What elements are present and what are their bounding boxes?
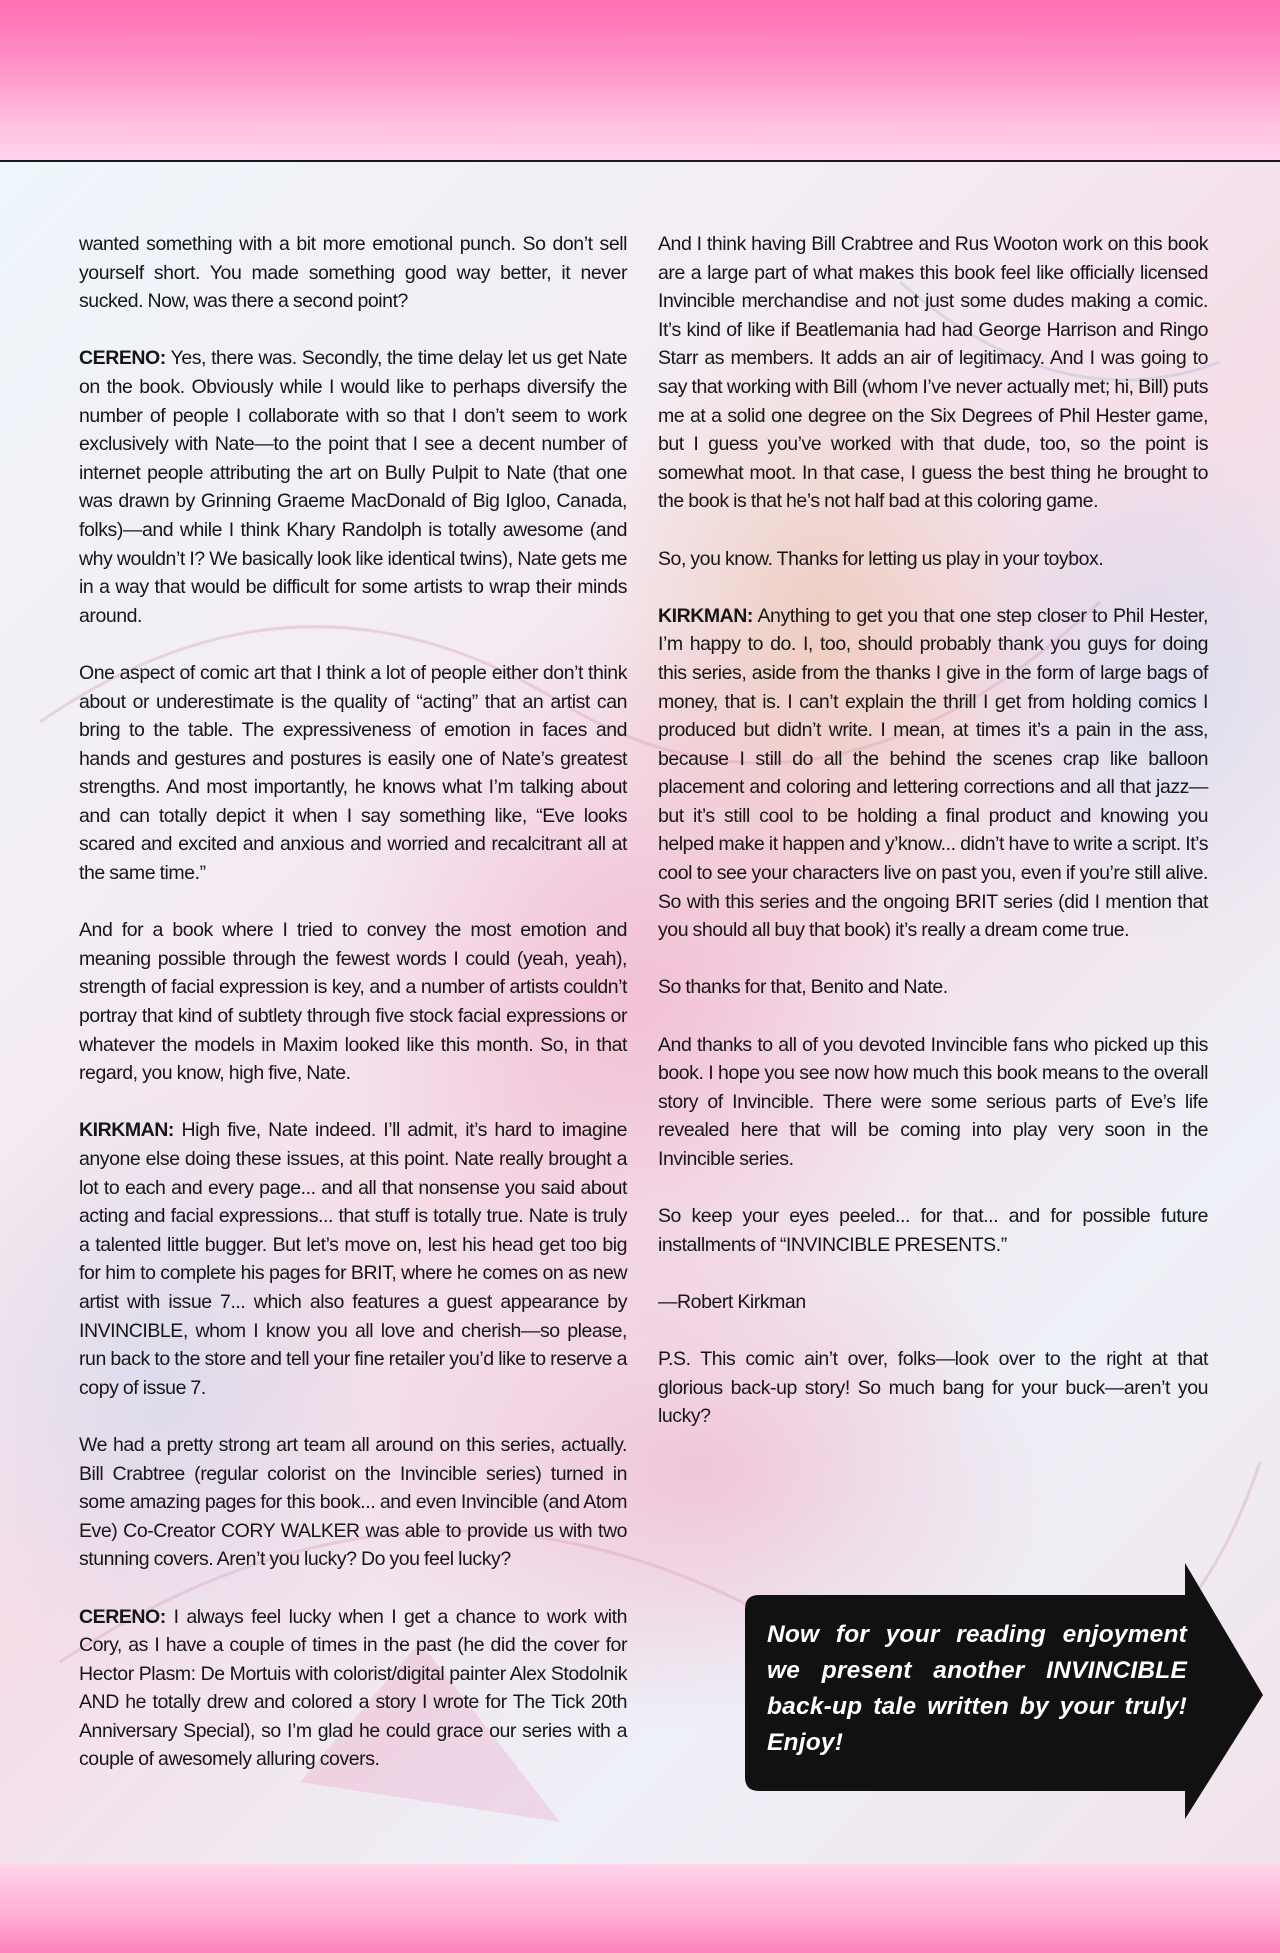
paragraph-text: wanted something with a bit more emotional punch. So don’t sell yourself short. You made something good way better, it never sucked. Now, was there a second point? — [79, 233, 627, 313]
paragraph — [658, 1202, 1208, 1259]
paragraph-text: One aspect of comic art that I think a lot of people either don’t think about or underestimate is the quality of “acting” that an artist can bring to the table. The expressiveness of emotion in faces and hands and gestures and postures is easily one of Nate’s greatest strengths. And most importantly, he knows what I’m talking about and can totally depict it when I say something like, “Eve looks scared and excited and anxious and worried and recalcitrant all at the same time.” — [79, 661, 627, 885]
paragraph-text: And I think having Bill Crabtree and Rus Wooton work on this book are a large part of what makes this book feel like officially licensed Invincible merchandise and not just some dudes making a comic. It’s kind of like if Beatlemania had had George Harrison and Ringo Starr as members. It adds an air of legitimacy. And I was going to say that working with Bill (whom I’ve never actually met; hi, Bill) puts me at a solid one degree on the Six Degrees of Phil Hester game, but I guess you’ve worked with that dude, too, so the point is somewhat moot. In that case, I guess the best thing he brought to the book is that he’s not half bad at this coloring game. — [658, 233, 1208, 513]
right-column — [658, 230, 1208, 1460]
speaker-label: CERENO: — [79, 1605, 166, 1628]
paragraph-text: Anything to get you that one step closer to Phil Hester, I’m happy to do. I, too, should probably thank you guys for doing this series, aside from the thanks I give in the form of large bags of money, that is. I can’t explain the thrill I get from holding comics I produced but didn’t write. I mean, at times it’s a pain in the ass, because I still do all the behind the scenes crap like balloon placement and coloring and lettering corrections and all that jazz—but it’s still cool to be holding a final product and knowing you helped make it happen and y’know... didn’t have to write a script. It’s cool to see your characters live on past you, even if you’re still alive. So with this series and the ongoing BRIT series (did I mention that you should all buy that book) it’s really a dream come true. — [658, 604, 1208, 942]
left-column — [79, 230, 627, 1803]
paragraph-text: We had a pretty strong art team all around on this series, actually. Bill Crabtree (regular colorist on the Invincible series) turned in some amazing pages for this book... and even Invincible (and Atom Eve) Co-Creator CORY WALKER was able to provide us with two stunning covers. Aren’t you lucky? Do you feel lucky? — [79, 1433, 627, 1571]
paragraph-text: So thanks for that, Benito and Nate. — [658, 976, 948, 999]
backup-tale-callout — [745, 1559, 1265, 1823]
paragraph — [658, 1345, 1208, 1431]
paragraph — [79, 1603, 627, 1775]
paragraph-text: And for a book where I tried to convey the most emotion and meaning possible through the fewest words I could (yeah, yeah), strength of facial expression is key, and a number of artists couldn’t portray that kind of subtlety through five stock facial expressions or whatever the models in Maxim looked like this month. So, in that regard, you know, high five, Nate. — [79, 919, 627, 1085]
paragraph — [658, 230, 1208, 516]
signature-text: —Robert Kirkman — [658, 1290, 806, 1313]
article-panel — [0, 160, 1280, 1866]
paragraph — [79, 1431, 627, 1574]
paragraph-text: So, you know. Thanks for letting us play in your toybox. — [658, 547, 1104, 570]
paragraph — [79, 916, 627, 1088]
paragraph — [79, 230, 627, 316]
paragraph — [658, 1031, 1208, 1174]
speaker-label: KIRKMAN: — [79, 1119, 174, 1142]
paragraph — [79, 1116, 627, 1402]
paragraph — [79, 659, 627, 888]
paragraph-text: Yes, there was. Secondly, the time delay let us get Nate on the book. Obviously while I would like to perhaps diversify the number of people I collaborate with so that I don’t seem to work exclusively with Nate—to the point that I see a decent number of internet people attributing the art on Bully Pulpit to Nate (that one was drawn by Grinning Graeme MacDonald of Big Igloo, Canada, folks)—and while I think Khary Randolph is totally awesome (and why wouldn’t I? We basically look like identical twins), Nate gets me in a way that would be difficult for some artists to wrap their minds around. — [79, 347, 627, 627]
speaker-label: CERENO: — [79, 347, 166, 370]
paragraph-text: High five, Nate indeed. I’ll admit, it’s hard to imagine anyone else doing these issues, at this point. Nate really brought a lot to each and every page... and all that nonsense you said about acting and facial expressions... that stuff is totally true. Nate is truly a talented little bugger. But let’s move on, lest his head get too big for him to complete his pages for BRIT, where he comes on as new artist with issue 7... which also features a guest appearance by INVINCIBLE, whom I know you all love and cherish—so please, run back to the store and tell your fine retailer you’d like to reserve a copy of issue 7. — [79, 1119, 628, 1399]
paragraph — [79, 344, 627, 630]
paragraph-text: I always feel lucky when I get a chance to work with Cory, as I have a couple of times in the past (he did the cover for Hector Plasm: De Mortuis with colorist/digital painter Alex Stodolnik AND he totally drew and colored a story I wrote for The Tick 20th Anniversary Special), so I’m glad he could grace our series with a couple of awesomely alluring covers. — [79, 1605, 627, 1771]
paragraph — [658, 602, 1208, 945]
top-pink-band — [0, 0, 1280, 160]
callout-text: Now for your reading enjoyment we present another INVINCIBLE back-up tale written by your truly! Enjoy! — [767, 1621, 1187, 1756]
speaker-label: KIRKMAN: — [658, 604, 753, 627]
paragraph-text: So keep your eyes peeled... for that... and for possible future installments of “INVINCIBLE PRESENTS.” — [658, 1205, 1208, 1256]
paragraph-text: P.S. This comic ain’t over, folks—look over to the right at that glorious back-up story! So much bang for your buck—aren’t you lucky? — [658, 1348, 1208, 1428]
paragraph — [658, 973, 1208, 1002]
paragraph-text: And thanks to all of you devoted Invincible fans who picked up this book. I hope you see now how much this book means to the overall story of Invincible. There were some serious parts of Eve’s life revealed here that will be coming into play very soon in the Invincible series. — [658, 1033, 1208, 1170]
signature — [658, 1288, 1208, 1317]
paragraph — [658, 545, 1208, 574]
bottom-pink-band — [0, 1864, 1280, 1953]
